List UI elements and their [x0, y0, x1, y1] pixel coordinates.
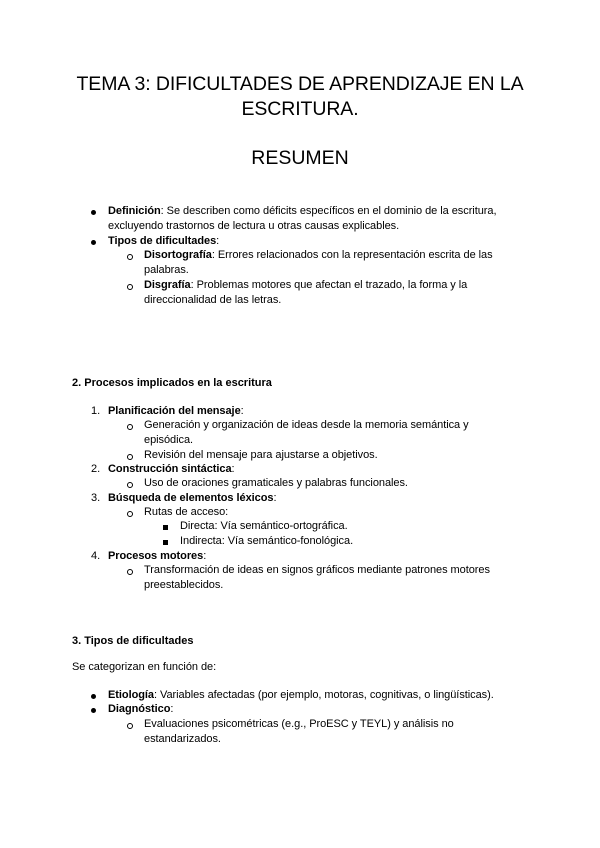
bullet-square: [163, 525, 168, 530]
bullet-circle: [127, 511, 133, 517]
definicion-line-1: [108, 204, 496, 219]
process-2-sub-1: Uso de oraciones gramaticales y palabras funcionales.: [144, 477, 408, 489]
disortografia-line-1: [144, 248, 493, 263]
diagnostico-sub-line-1: Evaluaciones psicométricas (e.g., ProESC y TEYL) y análisis no: [144, 718, 454, 730]
section-3-heading: 3. Tipos de dificultades: [72, 635, 194, 647]
diagnostico-line: [108, 702, 173, 717]
process-4-line: [108, 549, 206, 564]
definicion-line-2: excluyendo trastornos de lectura u otras causas explicables.: [108, 220, 400, 232]
process-1-sub-1-line-1: Generación y organización de ideas desde la memoria semántica y: [144, 419, 469, 431]
tipos-line: [108, 234, 219, 249]
process-3-colon: :: [273, 492, 277, 504]
bullet-circle: [127, 424, 133, 430]
disgrafia-line-1: [144, 278, 467, 293]
process-3-sub-1-b: Indirecta: Vía semántico-fonológica.: [180, 535, 354, 547]
bullet-circle: [127, 454, 133, 460]
etiologia-text: : Variables afectadas (por ejemplo, motoras, cognitivas, o lingüísticas).: [154, 689, 494, 701]
bullet-disc: [91, 240, 96, 245]
process-2-line: [108, 462, 235, 477]
bullet-circle: [127, 723, 133, 729]
disortografia-term: Disortografía: [144, 249, 212, 261]
list-number: 4.: [91, 550, 101, 562]
process-3-sub-1: Rutas de acceso:: [144, 506, 229, 518]
process-4-sub-1-line-2: preestablecidos.: [144, 579, 224, 591]
section-3-intro: Se categorizan en función de:: [72, 661, 217, 673]
process-3-line: [108, 491, 276, 506]
title-line-2: ESCRITURA.: [241, 98, 359, 120]
disortografia-line-2: palabras.: [144, 264, 189, 276]
definicion-text-1: : Se describen como déficits específicos en el dominio de la escritura,: [160, 205, 497, 217]
etiologia-term: Etiología: [108, 689, 154, 701]
process-1-line: [108, 404, 244, 419]
process-1-colon: :: [240, 405, 244, 417]
title-line-1: TEMA 3: DIFICULTADES DE APRENDIZAJE EN LA: [76, 73, 524, 95]
bullet-circle: [127, 482, 133, 488]
bullet-square: [163, 540, 168, 545]
process-1-term: Planificación del mensaje: [108, 405, 241, 417]
diagnostico-colon: :: [170, 703, 174, 715]
process-2-term: Construcción sintáctica: [108, 463, 232, 475]
process-3-term: Búsqueda de elementos léxicos: [108, 492, 274, 504]
tipos-term: Tipos de dificultades: [108, 235, 217, 247]
process-2-colon: :: [231, 463, 235, 475]
disgrafia-term: Disgrafía: [144, 279, 191, 291]
process-3-sub-1-a: Directa: Vía semántico-ortográfica.: [180, 520, 348, 532]
process-4-colon: :: [203, 550, 207, 562]
tipos-colon: :: [216, 235, 220, 247]
disortografia-text-1: : Errores relacionados con la representación escrita de las: [211, 249, 493, 261]
process-1-sub-2: Revisión del mensaje para ajustarse a objetivos.: [144, 449, 378, 461]
bullet-disc: [91, 694, 96, 699]
bullet-disc: [91, 708, 96, 713]
page-title: [60, 72, 540, 122]
section-2-heading: 2. Procesos implicados en la escritura: [72, 377, 272, 389]
disgrafia-text-1: : Problemas motores que afectan el trazado, la forma y la: [190, 279, 468, 291]
list-number: 3.: [91, 492, 101, 504]
bullet-circle: [127, 254, 133, 260]
diagnostico-term: Diagnóstico: [108, 703, 171, 715]
page-subtitle: RESUMEN: [251, 147, 349, 169]
bullet-disc: [91, 210, 96, 215]
definicion-term: Definición: [108, 205, 161, 217]
etiologia-line: [108, 688, 494, 703]
bullet-circle: [127, 284, 133, 290]
process-1-sub-1-line-2: episódica.: [144, 434, 194, 446]
list-number: 2.: [91, 463, 101, 475]
disgrafia-line-2: direccionalidad de las letras.: [144, 294, 282, 306]
list-number: 1.: [91, 405, 101, 417]
process-4-sub-1-line-1: Transformación de ideas en signos gráficos mediante patrones motores: [144, 564, 490, 576]
process-4-term: Procesos motores: [108, 550, 204, 562]
diagnostico-sub-line-2: estandarizados.: [144, 733, 221, 745]
bullet-circle: [127, 569, 133, 575]
